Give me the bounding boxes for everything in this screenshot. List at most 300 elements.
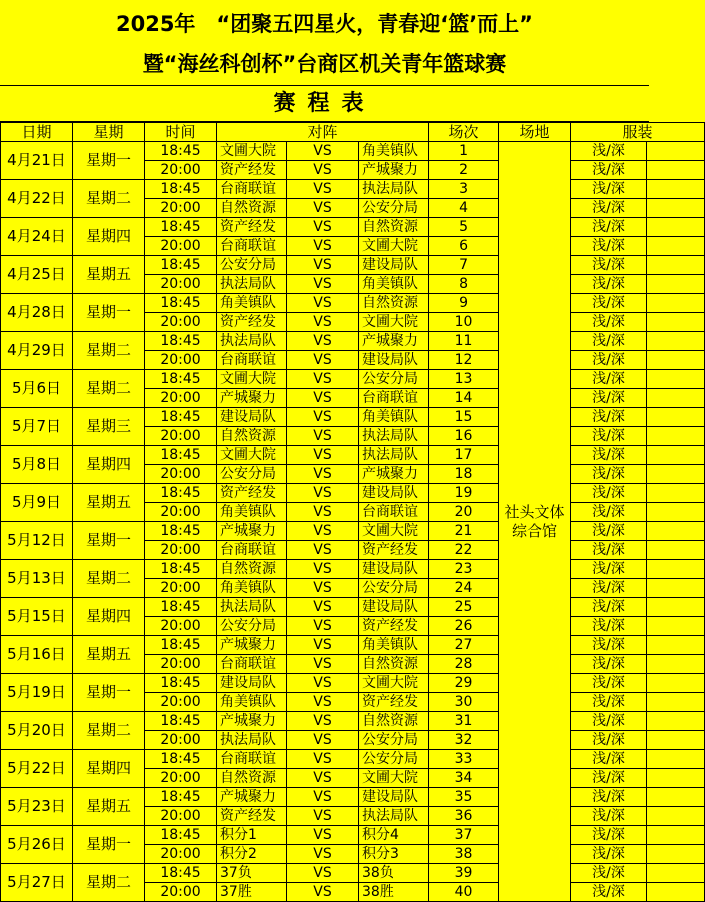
game-number-cell: 22 bbox=[429, 541, 499, 560]
kit-spacer-cell bbox=[647, 218, 705, 237]
away-team-cell: 建设局队 bbox=[359, 351, 429, 370]
away-team-cell: 产城聚力 bbox=[359, 161, 429, 180]
kit-cell: 浅/深 bbox=[571, 484, 647, 503]
kit-cell: 浅/深 bbox=[571, 674, 647, 693]
kit-cell: 浅/深 bbox=[571, 693, 647, 712]
date-cell: 4月21日 bbox=[1, 142, 73, 180]
kit-spacer-cell bbox=[647, 465, 705, 484]
time-cell: 18:45 bbox=[145, 750, 217, 769]
away-team-cell: 角美镇队 bbox=[359, 275, 429, 294]
kit-spacer-cell bbox=[647, 788, 705, 807]
time-cell: 20:00 bbox=[145, 427, 217, 446]
home-team-cell: 资产经发 bbox=[217, 807, 287, 826]
kit-spacer-cell bbox=[647, 275, 705, 294]
kit-cell: 浅/深 bbox=[571, 465, 647, 484]
kit-cell: 浅/深 bbox=[571, 598, 647, 617]
date-cell: 4月22日 bbox=[1, 180, 73, 218]
time-cell: 20:00 bbox=[145, 389, 217, 408]
kit-cell: 浅/深 bbox=[571, 655, 647, 674]
time-cell: 18:45 bbox=[145, 180, 217, 199]
vs-cell: VS bbox=[287, 332, 359, 351]
weekday-cell: 星期一 bbox=[73, 294, 145, 332]
time-cell: 20:00 bbox=[145, 465, 217, 484]
game-number-cell: 24 bbox=[429, 579, 499, 598]
home-team-cell: 公安分局 bbox=[217, 256, 287, 275]
game-row bbox=[1, 370, 705, 389]
home-team-cell: 执法局队 bbox=[217, 598, 287, 617]
weekday-cell: 星期四 bbox=[73, 598, 145, 636]
weekday-cell: 星期五 bbox=[73, 484, 145, 522]
kit-cell: 浅/深 bbox=[571, 408, 647, 427]
game-row bbox=[1, 750, 705, 769]
home-team-cell: 建设局队 bbox=[217, 408, 287, 427]
game-number-cell: 15 bbox=[429, 408, 499, 427]
game-row bbox=[1, 484, 705, 503]
vs-cell: VS bbox=[287, 389, 359, 408]
home-team-cell: 积分1 bbox=[217, 826, 287, 845]
game-row bbox=[1, 674, 705, 693]
weekday-cell: 星期二 bbox=[73, 332, 145, 370]
kit-spacer-cell bbox=[647, 541, 705, 560]
game-number-cell: 6 bbox=[429, 237, 499, 256]
kit-spacer-cell bbox=[647, 731, 705, 750]
game-number-cell: 35 bbox=[429, 788, 499, 807]
kit-spacer-cell bbox=[647, 351, 705, 370]
date-cell: 4月25日 bbox=[1, 256, 73, 294]
kit-cell: 浅/深 bbox=[571, 275, 647, 294]
weekday-cell: 星期二 bbox=[73, 864, 145, 902]
vs-cell: VS bbox=[287, 864, 359, 883]
kit-cell: 浅/深 bbox=[571, 161, 647, 180]
header-game-number: 场次 bbox=[429, 123, 499, 142]
weekday-cell: 星期五 bbox=[73, 256, 145, 294]
game-row bbox=[1, 142, 705, 161]
vs-cell: VS bbox=[287, 883, 359, 902]
header-match: 对阵 bbox=[217, 123, 429, 142]
kit-cell: 浅/深 bbox=[571, 769, 647, 788]
away-team-cell: 建设局队 bbox=[359, 788, 429, 807]
away-team-cell: 角美镇队 bbox=[359, 636, 429, 655]
game-row bbox=[1, 598, 705, 617]
kit-cell: 浅/深 bbox=[571, 446, 647, 465]
away-team-cell: 角美镇队 bbox=[359, 408, 429, 427]
away-team-cell: 产城聚力 bbox=[359, 465, 429, 484]
vs-cell: VS bbox=[287, 560, 359, 579]
away-team-cell: 执法局队 bbox=[359, 427, 429, 446]
kit-spacer-cell bbox=[647, 883, 705, 902]
home-team-cell: 公安分局 bbox=[217, 465, 287, 484]
time-cell: 20:00 bbox=[145, 503, 217, 522]
date-cell: 5月13日 bbox=[1, 560, 73, 598]
date-cell: 4月28日 bbox=[1, 294, 73, 332]
time-cell: 20:00 bbox=[145, 237, 217, 256]
away-team-cell: 台商联谊 bbox=[359, 503, 429, 522]
game-number-cell: 12 bbox=[429, 351, 499, 370]
kit-spacer-cell bbox=[647, 256, 705, 275]
game-number-cell: 33 bbox=[429, 750, 499, 769]
kit-spacer-cell bbox=[647, 712, 705, 731]
kit-spacer-cell bbox=[647, 389, 705, 408]
away-team-cell: 自然资源 bbox=[359, 294, 429, 313]
vs-cell: VS bbox=[287, 218, 359, 237]
game-number-cell: 8 bbox=[429, 275, 499, 294]
game-number-cell: 30 bbox=[429, 693, 499, 712]
away-team-cell: 建设局队 bbox=[359, 560, 429, 579]
game-row bbox=[1, 560, 705, 579]
time-cell: 20:00 bbox=[145, 655, 217, 674]
time-cell: 20:00 bbox=[145, 579, 217, 598]
home-team-cell: 产城聚力 bbox=[217, 522, 287, 541]
game-number-cell: 16 bbox=[429, 427, 499, 446]
date-cell: 5月16日 bbox=[1, 636, 73, 674]
kit-spacer-cell bbox=[647, 180, 705, 199]
game-row bbox=[1, 332, 705, 351]
home-team-cell: 建设局队 bbox=[217, 674, 287, 693]
date-cell: 4月29日 bbox=[1, 332, 73, 370]
weekday-cell: 星期一 bbox=[73, 674, 145, 712]
home-team-cell: 台商联谊 bbox=[217, 541, 287, 560]
weekday-cell: 星期一 bbox=[73, 142, 145, 180]
vs-cell: VS bbox=[287, 826, 359, 845]
kit-spacer-cell bbox=[647, 332, 705, 351]
home-team-cell: 自然资源 bbox=[217, 427, 287, 446]
kit-cell: 浅/深 bbox=[571, 826, 647, 845]
time-cell: 18:45 bbox=[145, 218, 217, 237]
home-team-cell: 台商联谊 bbox=[217, 655, 287, 674]
time-cell: 18:45 bbox=[145, 408, 217, 427]
weekday-cell: 星期五 bbox=[73, 788, 145, 826]
venue-cell: 社头文体综合馆 bbox=[499, 142, 571, 902]
kit-spacer-cell bbox=[647, 655, 705, 674]
time-cell: 20:00 bbox=[145, 351, 217, 370]
weekday-cell: 星期二 bbox=[73, 370, 145, 408]
kit-spacer-cell bbox=[647, 142, 705, 161]
game-number-cell: 31 bbox=[429, 712, 499, 731]
date-cell: 5月27日 bbox=[1, 864, 73, 902]
kit-cell: 浅/深 bbox=[571, 541, 647, 560]
home-team-cell: 产城聚力 bbox=[217, 712, 287, 731]
away-team-cell: 公安分局 bbox=[359, 579, 429, 598]
time-cell: 20:00 bbox=[145, 769, 217, 788]
away-team-cell: 38负 bbox=[359, 864, 429, 883]
time-cell: 18:45 bbox=[145, 560, 217, 579]
kit-spacer-cell bbox=[647, 636, 705, 655]
away-team-cell: 文圃大院 bbox=[359, 237, 429, 256]
game-number-cell: 40 bbox=[429, 883, 499, 902]
game-row bbox=[1, 522, 705, 541]
home-team-cell: 角美镇队 bbox=[217, 294, 287, 313]
kit-spacer-cell bbox=[647, 484, 705, 503]
game-number-cell: 28 bbox=[429, 655, 499, 674]
vs-cell: VS bbox=[287, 237, 359, 256]
vs-cell: VS bbox=[287, 693, 359, 712]
header-venue: 场地 bbox=[499, 123, 571, 142]
home-team-cell: 37负 bbox=[217, 864, 287, 883]
kit-spacer-cell bbox=[647, 522, 705, 541]
away-team-cell: 建设局队 bbox=[359, 256, 429, 275]
weekday-cell: 星期一 bbox=[73, 826, 145, 864]
game-row bbox=[1, 180, 705, 199]
date-cell: 4月24日 bbox=[1, 218, 73, 256]
kit-cell: 浅/深 bbox=[571, 788, 647, 807]
date-cell: 5月12日 bbox=[1, 522, 73, 560]
kit-cell: 浅/深 bbox=[571, 731, 647, 750]
kit-spacer-cell bbox=[647, 237, 705, 256]
date-cell: 5月19日 bbox=[1, 674, 73, 712]
game-number-cell: 2 bbox=[429, 161, 499, 180]
vs-cell: VS bbox=[287, 294, 359, 313]
game-number-cell: 7 bbox=[429, 256, 499, 275]
game-number-cell: 32 bbox=[429, 731, 499, 750]
away-team-cell: 资产经发 bbox=[359, 693, 429, 712]
game-number-cell: 29 bbox=[429, 674, 499, 693]
kit-spacer-cell bbox=[647, 826, 705, 845]
away-team-cell: 执法局队 bbox=[359, 446, 429, 465]
away-team-cell: 资产经发 bbox=[359, 541, 429, 560]
away-team-cell: 38胜 bbox=[359, 883, 429, 902]
vs-cell: VS bbox=[287, 275, 359, 294]
vs-cell: VS bbox=[287, 465, 359, 484]
vs-cell: VS bbox=[287, 408, 359, 427]
time-cell: 18:45 bbox=[145, 826, 217, 845]
home-team-cell: 产城聚力 bbox=[217, 389, 287, 408]
vs-cell: VS bbox=[287, 788, 359, 807]
game-row bbox=[1, 446, 705, 465]
game-number-cell: 21 bbox=[429, 522, 499, 541]
time-cell: 20:00 bbox=[145, 883, 217, 902]
game-number-cell: 34 bbox=[429, 769, 499, 788]
kit-cell: 浅/深 bbox=[571, 180, 647, 199]
vs-cell: VS bbox=[287, 313, 359, 332]
home-team-cell: 台商联谊 bbox=[217, 180, 287, 199]
kit-spacer-cell bbox=[647, 693, 705, 712]
vs-cell: VS bbox=[287, 142, 359, 161]
time-cell: 20:00 bbox=[145, 845, 217, 864]
home-team-cell: 积分2 bbox=[217, 845, 287, 864]
home-team-cell: 37胜 bbox=[217, 883, 287, 902]
date-cell: 5月22日 bbox=[1, 750, 73, 788]
vs-cell: VS bbox=[287, 655, 359, 674]
game-row bbox=[1, 712, 705, 731]
poster-title bbox=[0, 0, 649, 86]
vs-cell: VS bbox=[287, 750, 359, 769]
away-team-cell: 执法局队 bbox=[359, 180, 429, 199]
kit-cell: 浅/深 bbox=[571, 142, 647, 161]
away-team-cell: 建设局队 bbox=[359, 484, 429, 503]
game-row bbox=[1, 256, 705, 275]
kit-cell: 浅/深 bbox=[571, 807, 647, 826]
kit-spacer-cell bbox=[647, 769, 705, 788]
kit-cell: 浅/深 bbox=[571, 579, 647, 598]
date-cell: 5月26日 bbox=[1, 826, 73, 864]
vs-cell: VS bbox=[287, 674, 359, 693]
kit-cell: 浅/深 bbox=[571, 237, 647, 256]
kit-spacer-cell bbox=[647, 617, 705, 636]
home-team-cell: 执法局队 bbox=[217, 731, 287, 750]
weekday-cell: 星期二 bbox=[73, 560, 145, 598]
kit-spacer-cell bbox=[647, 598, 705, 617]
vs-cell: VS bbox=[287, 503, 359, 522]
vs-cell: VS bbox=[287, 541, 359, 560]
kit-cell: 浅/深 bbox=[571, 256, 647, 275]
game-number-cell: 37 bbox=[429, 826, 499, 845]
home-team-cell: 台商联谊 bbox=[217, 237, 287, 256]
header-weekday: 星期 bbox=[73, 123, 145, 142]
kit-cell: 浅/深 bbox=[571, 712, 647, 731]
game-number-cell: 3 bbox=[429, 180, 499, 199]
vs-cell: VS bbox=[287, 180, 359, 199]
time-cell: 18:45 bbox=[145, 446, 217, 465]
home-team-cell: 文圃大院 bbox=[217, 142, 287, 161]
game-row bbox=[1, 408, 705, 427]
kit-cell: 浅/深 bbox=[571, 617, 647, 636]
kit-cell: 浅/深 bbox=[571, 389, 647, 408]
game-number-cell: 5 bbox=[429, 218, 499, 237]
game-number-cell: 10 bbox=[429, 313, 499, 332]
kit-spacer-cell bbox=[647, 579, 705, 598]
weekday-cell: 星期二 bbox=[73, 180, 145, 218]
kit-cell: 浅/深 bbox=[571, 294, 647, 313]
time-cell: 20:00 bbox=[145, 617, 217, 636]
kit-spacer-cell bbox=[647, 161, 705, 180]
weekday-cell: 星期四 bbox=[73, 218, 145, 256]
time-cell: 18:45 bbox=[145, 674, 217, 693]
home-team-cell: 自然资源 bbox=[217, 769, 287, 788]
time-cell: 18:45 bbox=[145, 598, 217, 617]
time-cell: 18:45 bbox=[145, 294, 217, 313]
kit-spacer-cell bbox=[647, 294, 705, 313]
kit-cell: 浅/深 bbox=[571, 199, 647, 218]
vs-cell: VS bbox=[287, 807, 359, 826]
vs-cell: VS bbox=[287, 256, 359, 275]
kit-cell: 浅/深 bbox=[571, 218, 647, 237]
home-team-cell: 资产经发 bbox=[217, 313, 287, 332]
kit-cell: 浅/深 bbox=[571, 883, 647, 902]
game-number-cell: 17 bbox=[429, 446, 499, 465]
weekday-cell: 星期四 bbox=[73, 446, 145, 484]
home-team-cell: 角美镇队 bbox=[217, 503, 287, 522]
kit-cell: 浅/深 bbox=[571, 560, 647, 579]
weekday-cell: 星期四 bbox=[73, 750, 145, 788]
kit-spacer-cell bbox=[647, 370, 705, 389]
date-cell: 5月20日 bbox=[1, 712, 73, 750]
away-team-cell: 文圃大院 bbox=[359, 674, 429, 693]
vs-cell: VS bbox=[287, 579, 359, 598]
game-number-cell: 36 bbox=[429, 807, 499, 826]
kit-spacer-cell bbox=[647, 503, 705, 522]
weekday-cell: 星期二 bbox=[73, 712, 145, 750]
away-team-cell: 资产经发 bbox=[359, 617, 429, 636]
vs-cell: VS bbox=[287, 845, 359, 864]
kit-spacer-cell bbox=[647, 864, 705, 883]
header-row bbox=[1, 123, 705, 142]
vs-cell: VS bbox=[287, 484, 359, 503]
vs-cell: VS bbox=[287, 522, 359, 541]
kit-spacer-cell bbox=[647, 845, 705, 864]
game-number-cell: 1 bbox=[429, 142, 499, 161]
kit-cell: 浅/深 bbox=[571, 351, 647, 370]
vs-cell: VS bbox=[287, 446, 359, 465]
home-team-cell: 执法局队 bbox=[217, 275, 287, 294]
header-time: 时间 bbox=[145, 123, 217, 142]
date-cell: 5月9日 bbox=[1, 484, 73, 522]
away-team-cell: 文圃大院 bbox=[359, 313, 429, 332]
home-team-cell: 公安分局 bbox=[217, 617, 287, 636]
away-team-cell: 执法局队 bbox=[359, 807, 429, 826]
time-cell: 20:00 bbox=[145, 693, 217, 712]
away-team-cell: 公安分局 bbox=[359, 199, 429, 218]
weekday-cell: 星期五 bbox=[73, 636, 145, 674]
game-number-cell: 11 bbox=[429, 332, 499, 351]
away-team-cell: 积分3 bbox=[359, 845, 429, 864]
game-row bbox=[1, 294, 705, 313]
kit-spacer-cell bbox=[647, 560, 705, 579]
schedule-subtitle: 赛程表 bbox=[0, 86, 649, 122]
game-number-cell: 25 bbox=[429, 598, 499, 617]
game-row bbox=[1, 636, 705, 655]
game-row bbox=[1, 826, 705, 845]
game-number-cell: 20 bbox=[429, 503, 499, 522]
away-team-cell: 产城聚力 bbox=[359, 332, 429, 351]
vs-cell: VS bbox=[287, 370, 359, 389]
away-team-cell: 公安分局 bbox=[359, 750, 429, 769]
game-number-cell: 27 bbox=[429, 636, 499, 655]
kit-cell: 浅/深 bbox=[571, 522, 647, 541]
vs-cell: VS bbox=[287, 351, 359, 370]
home-team-cell: 自然资源 bbox=[217, 560, 287, 579]
game-number-cell: 38 bbox=[429, 845, 499, 864]
vs-cell: VS bbox=[287, 199, 359, 218]
kit-cell: 浅/深 bbox=[571, 845, 647, 864]
game-row bbox=[1, 788, 705, 807]
home-team-cell: 台商联谊 bbox=[217, 351, 287, 370]
away-team-cell: 自然资源 bbox=[359, 655, 429, 674]
kit-spacer-cell bbox=[647, 199, 705, 218]
time-cell: 20:00 bbox=[145, 199, 217, 218]
home-team-cell: 角美镇队 bbox=[217, 579, 287, 598]
header-date: 日期 bbox=[1, 123, 73, 142]
kit-spacer-cell bbox=[647, 408, 705, 427]
schedule-body bbox=[1, 142, 705, 902]
time-cell: 18:45 bbox=[145, 636, 217, 655]
away-team-cell: 文圃大院 bbox=[359, 769, 429, 788]
home-team-cell: 角美镇队 bbox=[217, 693, 287, 712]
game-number-cell: 9 bbox=[429, 294, 499, 313]
kit-cell: 浅/深 bbox=[571, 370, 647, 389]
kit-cell: 浅/深 bbox=[571, 750, 647, 769]
kit-spacer-cell bbox=[647, 427, 705, 446]
time-cell: 20:00 bbox=[145, 541, 217, 560]
game-number-cell: 19 bbox=[429, 484, 499, 503]
kit-cell: 浅/深 bbox=[571, 864, 647, 883]
home-team-cell: 产城聚力 bbox=[217, 636, 287, 655]
home-team-cell: 产城聚力 bbox=[217, 788, 287, 807]
game-row bbox=[1, 218, 705, 237]
away-team-cell: 角美镇队 bbox=[359, 142, 429, 161]
home-team-cell: 自然资源 bbox=[217, 199, 287, 218]
time-cell: 18:45 bbox=[145, 864, 217, 883]
time-cell: 18:45 bbox=[145, 370, 217, 389]
time-cell: 20:00 bbox=[145, 161, 217, 180]
schedule-table bbox=[0, 122, 705, 902]
home-team-cell: 资产经发 bbox=[217, 484, 287, 503]
time-cell: 18:45 bbox=[145, 522, 217, 541]
vs-cell: VS bbox=[287, 636, 359, 655]
vs-cell: VS bbox=[287, 598, 359, 617]
game-number-cell: 13 bbox=[429, 370, 499, 389]
away-team-cell: 自然资源 bbox=[359, 712, 429, 731]
home-team-cell: 文圃大院 bbox=[217, 446, 287, 465]
